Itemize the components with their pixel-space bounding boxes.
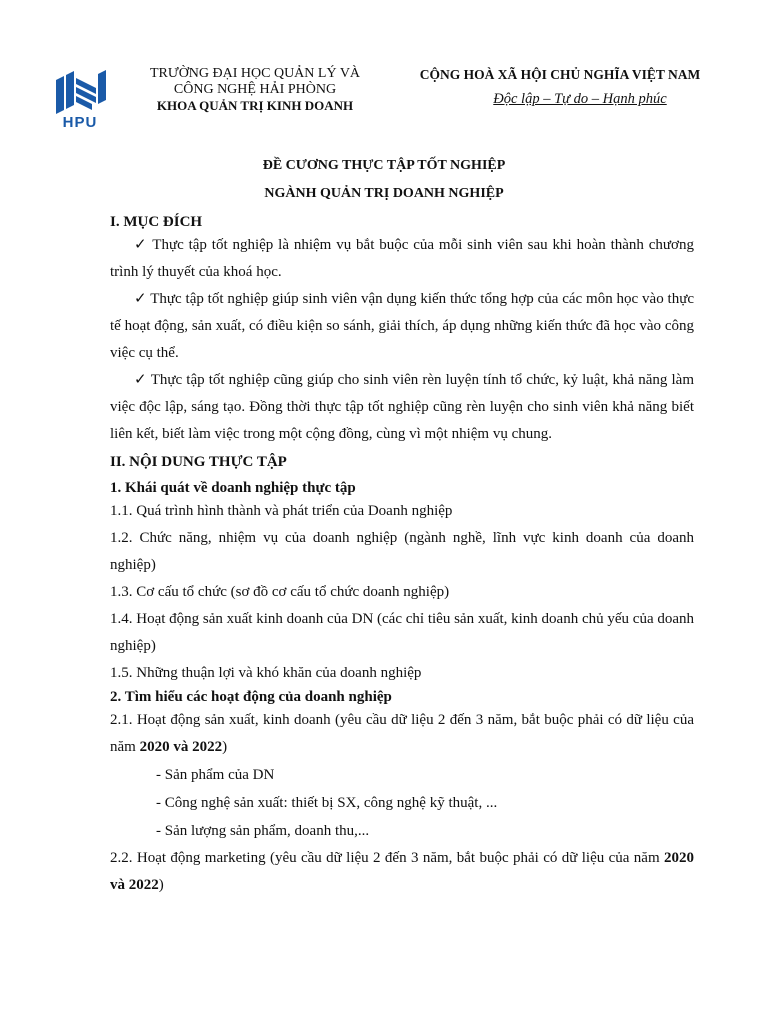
list-item [110,845,694,899]
section-heading-purpose: I. MỤC ĐÍCH [110,214,203,230]
purpose-paragraph [110,367,694,448]
school-name-line2: CÔNG NGHỆ HẢI PHÒNG [173,82,337,97]
item-text-end: ) [222,739,228,755]
checkmark-icon: ✓ [134,291,147,307]
nation-name: CỘNG HOÀ XÃ HỘI CHỦ NGHĨA VIỆT NAM [419,67,701,82]
section-heading-content: II. NỘI DUNG THỰC TẬP [110,454,287,470]
document-title: ĐỀ CƯƠNG THỰC TẬP TỐT NGHIỆP [262,158,506,173]
required-years: 2020 và 2022 [139,739,223,755]
subsection-heading-overview: 1. Khái quát về doanh nghiệp thực tập [110,480,356,496]
item-text-end: ) [158,877,164,893]
list-item: 1.5. Những thuận lợi và khó khăn của doanh nghiệp [110,665,422,681]
document-subtitle: NGÀNH QUẢN TRỊ DOANH NGHIỆP [264,186,504,201]
dash-item: - Sản lượng sản phẩm, doanh thu,... [156,823,370,839]
purpose-text-2: Thực tập tốt nghiệp giúp sinh viên vận dụng kiến thức tổng hợp của các môn học vào thực tế hoạt động, sản xuất, có điều kiện so sánh, giải thích, áp dụng những kiến thức đã học vào công việc cụ thể. [110,291,694,361]
checkmark-icon: ✓ [134,237,148,253]
logo-text: HPU [62,114,98,131]
dash-item: - Sản phẩm của DN [156,767,275,783]
list-item: 1.4. Hoạt động sản xuất kinh doanh của DN (các chỉ tiêu sản xuất, kinh doanh chủ yếu của doanh nghiệp) [110,611,695,654]
dash-item: - Công nghệ sản xuất: thiết bị SX, công nghệ kỹ thuật, ... [156,795,498,811]
school-header [130,66,380,114]
checkmark-icon: ✓ [134,372,147,388]
list-item: 1.3. Cơ cấu tổ chức (sơ đồ cơ cấu tổ chức doanh nghiệp) [110,584,450,600]
subsection-heading-activities: 2. Tìm hiểu các hoạt động của doanh nghiệp [110,689,392,705]
national-motto: Độc lập – Tự do – Hạnh phúc [493,91,667,107]
purpose-paragraph [110,286,694,367]
school-name-line1: TRƯỜNG ĐẠI HỌC QUẢN LÝ VÀ [149,66,361,81]
purpose-text-1: Thực tập tốt nghiệp là nhiệm vụ bắt buộc của mỗi sinh viên sau khi hoàn thành chương trình lý thuyết của khoá học. [110,237,694,280]
purpose-text-3: Thực tập tốt nghiệp cũng giúp cho sinh viên rèn luyện tính tổ chức, kỷ luật, khả năng làm việc độc lập, sáng tạo. Đồng thời thực tập tốt nghiệp cũng rèn luyện cho sinh viên khả năng biết liên kết, biết làm việc trong một cộng đồng, cùng vì một nhiệm vụ chung. [110,372,694,442]
document-body [110,208,694,899]
purpose-paragraph [110,232,694,286]
required-years: 2020 và 2022 [110,850,694,893]
item-text: 2.1. Hoạt động sản xuất, kinh doanh (yêu cầu dữ liệu 2 đến 3 năm, bắt buộc phải có dữ liệu của năm [110,712,694,755]
list-item [110,707,694,761]
faculty-name: KHOA QUẢN TRỊ KINH DOANH [156,98,354,113]
item-text: 2.2. Hoạt động marketing (yêu cầu dữ liệu 2 đến 3 năm, bắt buộc phải có dữ liệu của năm [110,850,664,866]
national-header [400,67,720,108]
list-item: 1.1. Quá trình hình thành và phát triển của Doanh nghiệp [110,503,453,519]
list-item: 1.2. Chức năng, nhiệm vụ của doanh nghiệp (ngành nghề, lĩnh vực kinh doanh của doanh nghiệp) [110,530,694,573]
